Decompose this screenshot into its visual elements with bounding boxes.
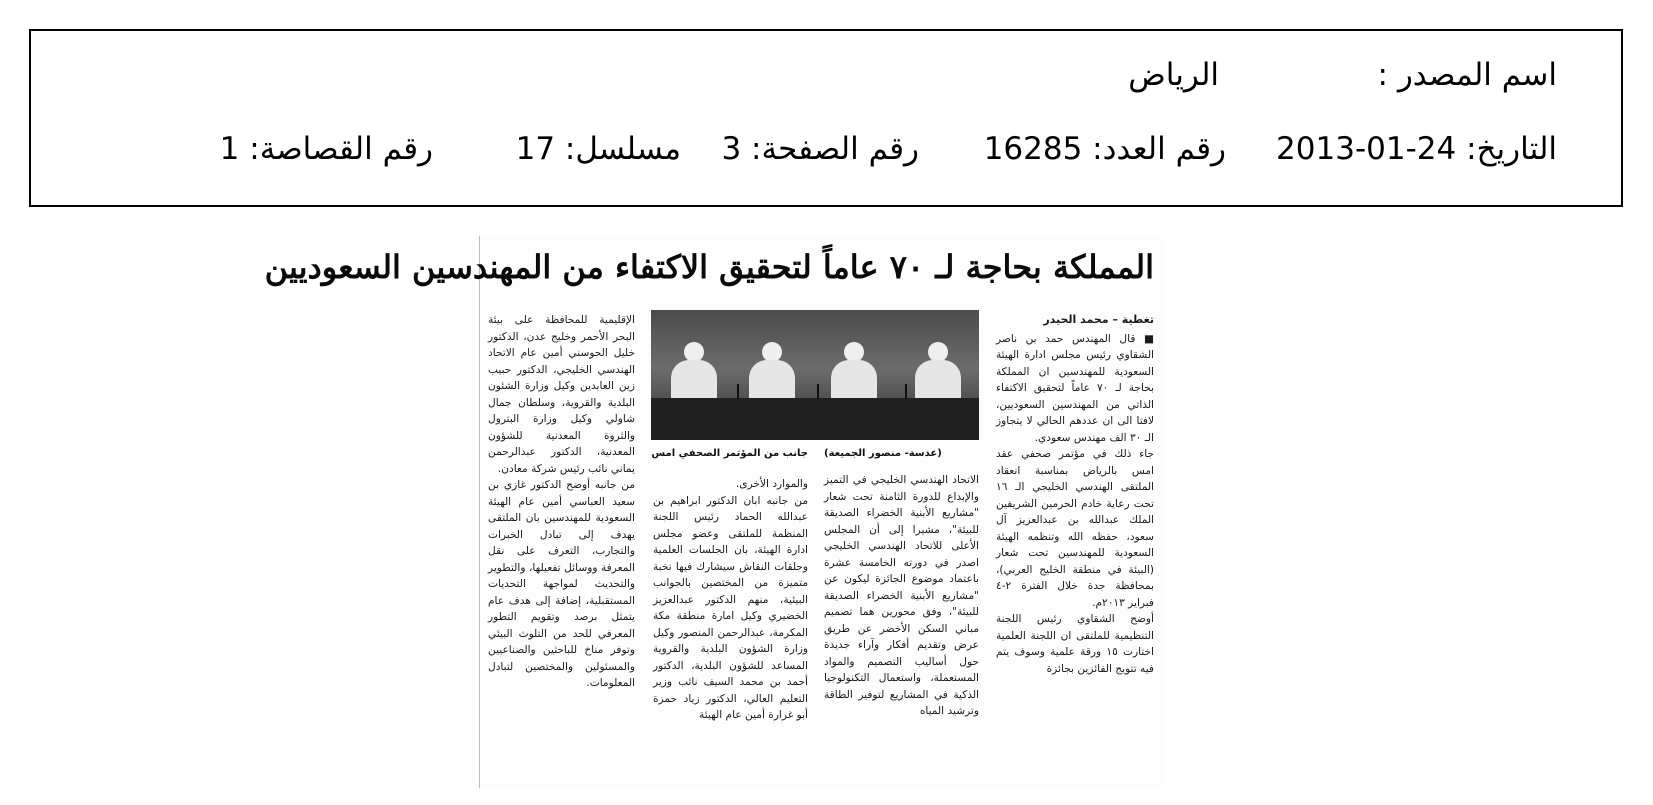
photo-caption: جانب من المؤتمر الصحفي امس (651, 448, 808, 459)
article-column-1 (996, 312, 1154, 782)
paragraph: جاء ذلك في مؤتمر صحفي عقد امس بالرياض بمناسبة انعقاد الملتقى الهندسي الخليجي الـ ١٦ تحت رعاية خادم الحرمين الشريفين الملك عبدالله بن عبدالعزيز آل سعود، حفظه الله وتنظمه الهيئة السعودية للمهندسين تحت شعار (البيئة في منطقة الخليج العربي)، بمحافظة جدة خلال الفترة ٢-٤ فبراير ٢٠١٣م. (996, 448, 1154, 609)
paragraph: ■ قال المهندس حمد بن ناصر الشقاوي رئيس مجلس ادارة الهيئة السعودية للمهندسين ان المملكة بحاجة لـ ٧٠ عاماً لتحقيق الاكتفاء الذاتي من المهندسين السعوديين، لافتا الى ان عددهم الحالي لا يتجاوز الـ ٣٠ الف مهندس سعودي. (996, 332, 1154, 444)
paragraph: من جانبه ابان الدكتور ابراهيم بن عبدالله الحماد رئيس اللجنة المنظمة للملتقى وعضو مجلس ادارة الهيئة، بان الجلسات العلمية وحلقات النقاش سيشارك فيها نخبة متميزة من المختصين بالجوانب البيئية، منهم الدكتور عبدالعزيز الخضيري وكيل امارة منطقة مكة المكرمة، عبدالرحمن المنصور وكيل وزارة الشؤون البلدية والقروية المساعد للشؤون البلدية، الدكتور أحمد بن محمد السيف نائب وزير التعليم العالي، الدكتور زياد حمزة أبو غرارة أمين عام الهيئة (653, 494, 808, 721)
article-column-3 (653, 476, 808, 782)
source-value: الرياض (1128, 57, 1219, 93)
conference-table (651, 398, 979, 440)
paragraph: الاتحاد الهندسي الخليجي في التميز والإبداع للدورة الثامنة تحت شعار "مشاريع الأبنية الخضراء الصديقة للبيئة"، مشيرا إلى أن المجلس الأعلى للاتحاد الهندسي الخليجي اصدر في دورته الخامسة عشرة باعتماد موضوع الجائزة ليكون عن "مشاريع الأبنية الخضراء الصديقة للبيئة"، وفق محورين هما تصميم مباني السكن الأخضر عن طريق عرض وتقديم أفكار وآراء جديدة حول أساليب التصميم والمواد المستعملة، واستعمال التكنولوجيا الذكية في المشاريع لتوفير الطاقة وترشيد المياه (824, 474, 979, 717)
metadata-box (29, 29, 1623, 207)
paragraph: الإقليمية للمحافظة على بيئة البحر الأحمر وخليج عدن، الدكتور خليل الحوسني أمين عام الاتحاد الهندسي الخليجي، الدكتور حبيب زين العابدين وكيل وزارة الشئون البلدية والقروية، وسلطان جمال شاولي وكيل وزارة البترول والثروة المعدنية للشؤون المعدنية، الدكتور عبدالرحمن يماني نائب رئيس شركة معادن. (488, 314, 635, 475)
paragraph: أوضح الشقاوي رئيس اللجنة التنظيمية للملتقى ان اللجنة العلمية اختارت ١٥ ورقة علمية وسوف يتم فيه تتويج الفائزين بجائزة (996, 613, 1155, 675)
newspaper-clipping (264, 236, 1164, 788)
photo-credit: (عدسة- منصور الجميعة) (824, 448, 942, 459)
issue-number-field: رقم العدد: 16285 (983, 131, 1226, 167)
article-headline: المملكة بحاجة لـ ٧٠ عاماً لتحقيق الاكتفاء من المهندسين السعوديين (264, 248, 1154, 286)
serial-field: مسلسل: 17 (515, 131, 681, 167)
clip-number-field: رقم القصاصة: 1 (219, 131, 433, 167)
source-label: اسم المصدر : (1377, 57, 1557, 93)
article-column-4 (488, 312, 635, 782)
page-number-field: رقم الصفحة: 3 (721, 131, 919, 167)
paragraph: والموارد الأخرى. (735, 478, 808, 490)
paragraph: من جانبه أوضح الدكتور غازي بن سعيد العباسي أمين عام الهيئة السعودية للمهندسين بان الملتقى يهدف إلى تبادل الخبرات والتجارب، التعرف على نقل المعرفة ووسائل تفعيلها، والتطوير والتحديث لمواجهة التحديات المستقبلية، إضافة إلى هدف عام يتمثل برصد وتقويم التطور المعرفي للحد من التلوث البيئي وتوفر مناخ للباحثين والصناعيين والمسئولين والمختصين لتبادل المعلومات. (488, 479, 635, 689)
press-conference-photo (651, 310, 979, 440)
date-field: التاريخ: 24-01-2013 (1276, 131, 1557, 167)
article-byline: تغطية – محمد الحيدر (1043, 313, 1154, 326)
article-column-2 (824, 472, 979, 782)
